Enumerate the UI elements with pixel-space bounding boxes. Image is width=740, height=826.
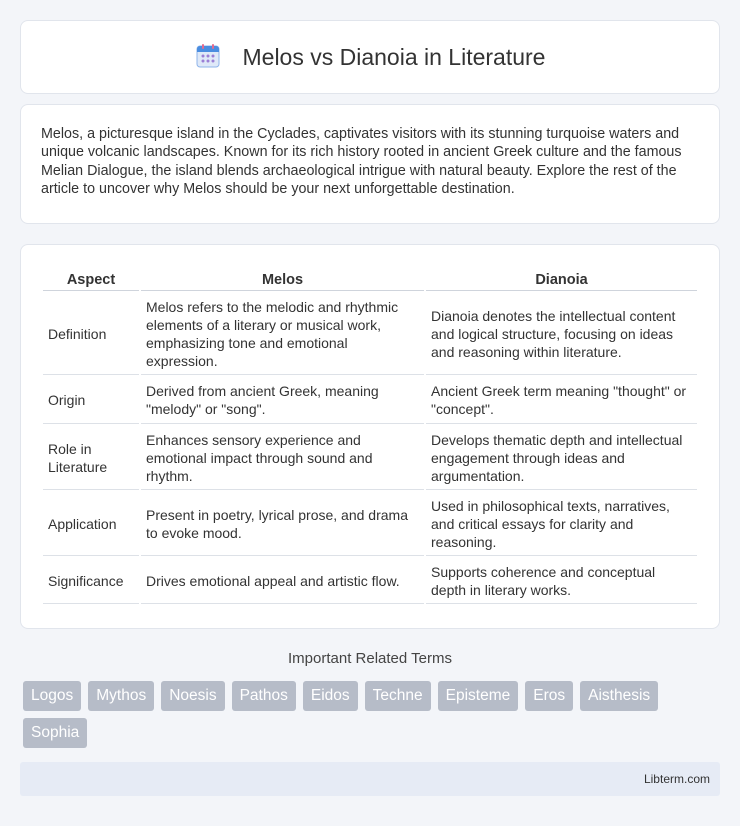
melos-cell: Derived from ancient Greek, meaning "melody" or "song". xyxy=(141,377,424,424)
comparison-table xyxy=(41,265,699,606)
calendar-icon xyxy=(195,43,221,69)
aspect-cell: Significance xyxy=(43,558,139,604)
aspect-cell: Definition xyxy=(43,293,139,375)
dianoia-cell: Supports coherence and conceptual depth in literary works. xyxy=(426,558,697,604)
dianoia-cell: Develops thematic depth and intellectual engagement through ideas and argumentation. xyxy=(426,426,697,490)
melos-cell: Melos refers to the melodic and rhythmic elements of a literary or musical work, emphasizing tone and emotional expression. xyxy=(141,293,424,375)
dianoia-cell: Dianoia denotes the intellectual content and logical structure, focusing on ideas and reasoning within literature. xyxy=(426,293,697,375)
column-header-aspect: Aspect xyxy=(43,267,139,291)
tag-sophia[interactable]: Sophia xyxy=(23,718,87,748)
table-header-row xyxy=(43,267,697,291)
table-row xyxy=(43,426,697,490)
comparison-card xyxy=(20,244,720,629)
tag-pathos[interactable]: Pathos xyxy=(232,681,296,711)
header xyxy=(21,21,719,93)
melos-cell: Enhances sensory experience and emotional impact through sound and rhythm. xyxy=(141,426,424,490)
intro-card xyxy=(20,104,720,224)
tag-eidos[interactable]: Eidos xyxy=(303,681,358,711)
melos-cell: Present in poetry, lyrical prose, and drama to evoke mood. xyxy=(141,492,424,556)
column-header-melos: Melos xyxy=(141,267,424,291)
page-title: Melos vs Dianoia in Literature xyxy=(242,43,546,70)
table-row xyxy=(43,492,697,556)
aspect-cell: Application xyxy=(43,492,139,556)
dianoia-cell: Used in philosophical texts, narratives, and critical essays for clarity and reasoning. xyxy=(426,492,697,556)
related-terms-title: Important Related Terms xyxy=(288,650,452,667)
tag-eros[interactable]: Eros xyxy=(525,681,573,711)
tag-noesis[interactable]: Noesis xyxy=(161,681,224,711)
table-row xyxy=(43,293,697,375)
tag-logos[interactable]: Logos xyxy=(23,681,81,711)
related-terms-list xyxy=(23,681,703,748)
aspect-cell: Origin xyxy=(43,377,139,424)
melos-cell: Drives emotional appeal and artistic flow. xyxy=(141,558,424,604)
tag-mythos[interactable]: Mythos xyxy=(88,681,154,711)
tag-episteme[interactable]: Episteme xyxy=(438,681,519,711)
tag-techne[interactable]: Techne xyxy=(365,681,431,711)
aspect-cell: Role in Literature xyxy=(43,426,139,490)
intro-paragraph: Melos, a picturesque island in the Cyclades, captivates visitors with its stunning turquoise waters and unique volcanic landscapes. Known for its rich history rooted in ancient Greek culture and the famous Melian Dialogue, the island blends archaeological intrigue with natural beauty. Explore the rest of the article to uncover why Melos should be your next unforgettable destination. xyxy=(41,126,682,197)
tag-aisthesis[interactable]: Aisthesis xyxy=(580,681,658,711)
column-header-dianoia: Dianoia xyxy=(426,267,697,291)
dianoia-cell: Ancient Greek term meaning "thought" or "concept". xyxy=(426,377,697,424)
table-row xyxy=(43,558,697,604)
table-row xyxy=(43,377,697,424)
header-card xyxy=(20,20,720,94)
footer-site-link[interactable]: Libterm.com xyxy=(643,772,710,786)
footer xyxy=(20,762,720,796)
